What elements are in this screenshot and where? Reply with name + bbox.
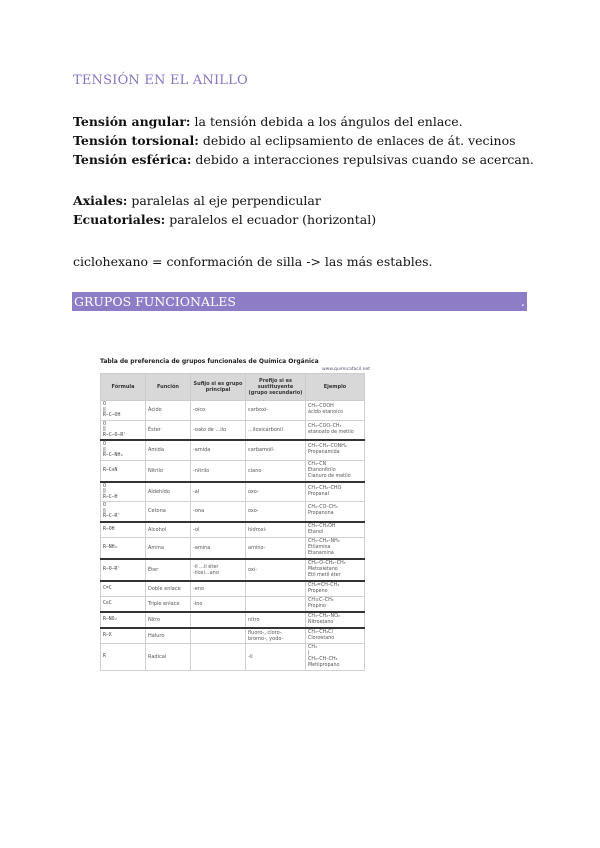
table-cell: amino- [246,537,306,559]
section-banner-grupos [72,292,527,311]
table-cell: R–NH₂ [101,537,146,559]
table-cell: Nitro [146,612,191,628]
note-line: ciclohexano = conformación de silla -> las más estables. [73,254,433,269]
definition-line [73,191,321,210]
header-example: Ejemplo [306,374,365,401]
table-cell: -eno [191,581,246,597]
table-cell: O ‖ R–C–OH [101,401,146,421]
table-cell: -il ...il éter -iloxi...ano [191,559,246,581]
table-cell: CH≡C–CH₃ Propino [306,596,365,612]
table-cell: -amida [191,440,246,460]
table-cell: C=C [101,581,146,597]
term-description: paralelas al eje perpendicular [127,193,321,208]
section-title-grupos: GRUPOS FUNCIONALES [74,294,236,309]
table-cell: R–O–R' [101,559,146,581]
table-cell: CH₃–CH₂Cl Cloroetano [306,628,365,644]
table-cell: ciano [246,460,306,482]
table-row [101,559,365,581]
table-cell: R [101,643,146,670]
term-description: paralelos el ecuador (horizontal) [165,212,377,227]
table-row [101,482,365,502]
table-cell: -oato de ...ilo [191,420,246,440]
table-cell: CH₃–CN Etanonitrilo Cianuro de metilo [306,460,365,482]
definition-line [73,131,516,150]
term-description: debido a interacciones repulsivas cuando se acercan. [191,152,534,167]
table-source: www.quimicafacil.net [321,367,370,372]
table-cell: Éster [146,420,191,440]
header-prefix: Prefijo si es sustituyente (grupo secundario) [246,374,306,401]
table-cell: oxo- [246,482,306,502]
table-row [101,420,365,440]
functional-groups-figure [100,358,370,671]
definition-line [73,150,534,169]
table-cell: carbamoil- [246,440,306,460]
header-formula: Fórmula [101,374,146,401]
table-row [101,401,365,421]
table-cell: O ‖ R–C–NH₂ [101,440,146,460]
table-cell: O ‖ R–C–R' [101,502,146,522]
table-row [101,522,365,538]
table-cell: -ol [191,522,246,538]
table-cell: Doble enlace [146,581,191,597]
table-cell: R–X [101,628,146,644]
table-cell: ...iloxicarbonil [246,420,306,440]
table-cell: CH₃–COO–CH₃ etanoato de metilo [306,420,365,440]
functional-groups-table [100,373,365,671]
table-cell: Éter [146,559,191,581]
table-cell: -nitrilo [191,460,246,482]
term-label: Tensión torsional: [73,133,199,148]
table-row [101,596,365,612]
table-row [101,502,365,522]
header-suffix: Sufijo si es grupo principal [191,374,246,401]
table-cell: CH₃–COOH ácido etanoico [306,401,365,421]
table-cell: Radical [146,643,191,670]
table-cell: oxo- [246,502,306,522]
table-row [101,628,365,644]
table-cell: Amida [146,440,191,460]
table-cell: Nitrilo [146,460,191,482]
table-cell: CH₃ | CH₃–CH–CH₃ Metilpropano [306,643,365,670]
table-cell: Alcohol [146,522,191,538]
table-cell: -il [246,643,306,670]
table-cell: CH₃–CH₂–CONH₂ Propanamida [306,440,365,460]
term-label: Axiales: [73,193,128,208]
table-cell: Triple enlace [146,596,191,612]
table-cell [191,628,246,644]
table-cell [246,581,306,597]
table-cell: CH₃–CH₂–NH₂ Etilamina Etanamina [306,537,365,559]
table-cell [191,643,246,670]
term-description: debido al eclipsamiento de enlaces de át. vecinos [198,133,516,148]
header-function: Función [146,374,191,401]
table-cell: nitro [246,612,306,628]
table-cell: C≡C [101,596,146,612]
table-row [101,581,365,597]
table-cell: CH₃–CH₂–CHO Propanal [306,482,365,502]
table-title: Tabla de preferencia de grupos funcionales de Química Orgánica [100,358,319,365]
table-cell: fluoro-, cloro- bromo-, yodo- [246,628,306,644]
table-cell: O ‖ R–C–O–R' [101,420,146,440]
table-cell: carboxi- [246,401,306,421]
definition-line [73,112,463,131]
table-cell: Aldehído [146,482,191,502]
term-description: la tensión debida a los ángulos del enlace. [190,114,463,129]
table-cell: Haluro [146,628,191,644]
term-label: Ecuatoriales: [73,212,166,227]
table-cell: R–C≡N [101,460,146,482]
table-cell: Ácido [146,401,191,421]
table-cell: Amina [146,537,191,559]
table-cell: CH₃–CH₂–NO₂ Nitroetano [306,612,365,628]
table-cell: CH₃–CO–CH₃ Propanona [306,502,365,522]
table-cell: CH₃–O–CH₂–CH₃ Metoxietano Etil metil éter [306,559,365,581]
table-cell: R–OH [101,522,146,538]
table-cell: -ino [191,596,246,612]
banner-trail: . [521,294,525,309]
section-title-tension: TENSIÓN EN EL ANILLO [73,73,248,88]
table-cell: O ‖ R–C–H [101,482,146,502]
term-label: Tensión angular: [73,114,191,129]
table-cell: -ona [191,502,246,522]
table-row [101,612,365,628]
table-row [101,460,365,482]
table-cell [246,596,306,612]
table-row [101,643,365,670]
table-row [101,440,365,460]
term-label: Tensión esférica: [73,152,192,167]
table-cell: -amina [191,537,246,559]
definition-line [73,210,376,229]
table-cell: hidroxi- [246,522,306,538]
table-cell: -al [191,482,246,502]
table-cell: -oico [191,401,246,421]
table-row [101,537,365,559]
table-cell: R–NO₂ [101,612,146,628]
table-header-row [101,374,365,401]
table-cell: oxi- [246,559,306,581]
table-cell: Cetona [146,502,191,522]
table-cell: CH₂=CH–CH₃ Propeno [306,581,365,597]
table-cell [191,612,246,628]
table-cell: CH₃–CH₂OH Etanol [306,522,365,538]
